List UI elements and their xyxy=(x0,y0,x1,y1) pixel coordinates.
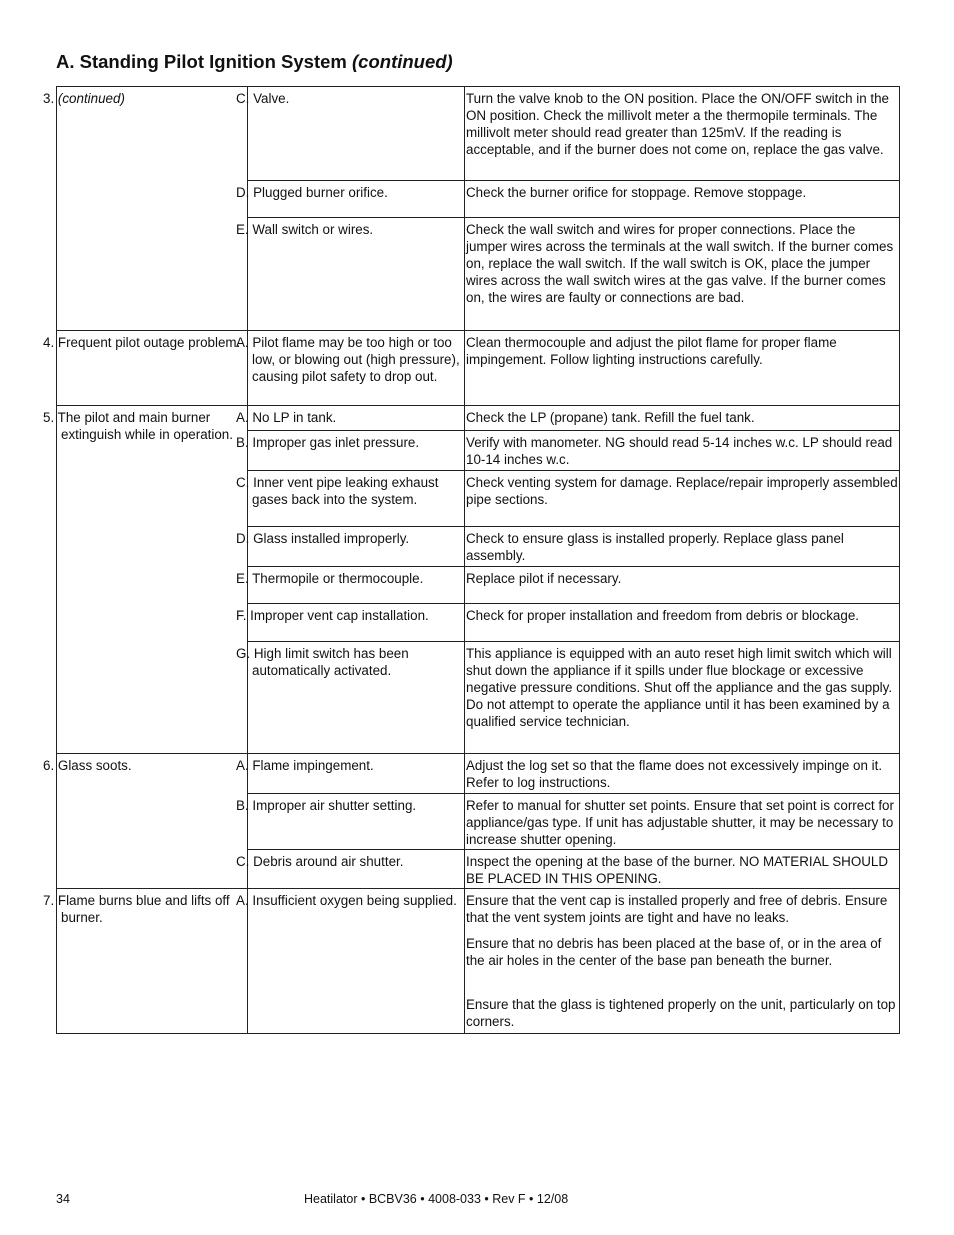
table-row xyxy=(57,87,900,181)
solution-cell: This appliance is equipped with an auto reset high limit switch which will shut down the appliance if it spills under flue blockage or excessive negative pressure conditions. Shut off the appliance and the gas supply. Do not attempt to operate the appliance until it has been examined by a qualified service technician. xyxy=(465,642,900,754)
solution-paragraph: Ensure that the glass is tightened properly on the unit, particularly on top corners. xyxy=(466,997,896,1029)
solution-cell: Check the wall switch and wires for proper connections. Place the jumper wires across the terminals at the wall switch. If the burner comes on, replace the wall switch. If the wall switch is OK, place the jumper wires across the wall switch wires at the gas valve. If the burner comes on, the wires are faulty or connections are bad. xyxy=(465,218,900,331)
problem-cell xyxy=(43,331,248,406)
cause-cell: E. Wall switch or wires. xyxy=(248,218,465,331)
table-row xyxy=(57,754,900,794)
cause-cell: A. Flame impingement. xyxy=(248,754,465,794)
problem-number: 6. xyxy=(43,758,55,773)
cause-cell: A. Pilot flame may be too high or too low, or blowing out (high pressure), causing pilot safety to drop out. xyxy=(248,331,465,406)
solution-cell: Check to ensure glass is installed properly. Replace glass panel assembly. xyxy=(465,527,900,567)
troubleshooting-table xyxy=(43,86,900,1034)
solution-cell: Check the burner orifice for stoppage. Remove stoppage. xyxy=(465,181,900,218)
cause-cell: C. Debris around air shutter. xyxy=(248,850,465,889)
cause-cell: B. Improper gas inlet pressure. xyxy=(248,431,465,471)
solution-cell: Check the LP (propane) tank. Refill the fuel tank. xyxy=(465,406,900,431)
solution-cell: Inspect the opening at the base of the burner. NO MATERIAL SHOULD BE PLACED IN THIS OPENING. xyxy=(465,850,900,889)
table-row xyxy=(57,331,900,406)
problem-cell xyxy=(43,87,248,331)
table-row xyxy=(57,889,900,1034)
solution-cell: Adjust the log set so that the flame does not excessively impinge on it. Refer to log instructions. xyxy=(465,754,900,794)
cause-cell: A. No LP in tank. xyxy=(248,406,465,431)
solution-cell: Check venting system for damage. Replace/repair improperly assembled pipe sections. xyxy=(465,471,900,527)
problem-cell xyxy=(43,889,248,1034)
footer-doc-info: Heatilator • BCBV36 • 4008-033 • Rev F • 12/08 xyxy=(304,1192,569,1206)
problem-number: 4. xyxy=(43,335,55,350)
page-number: 34 xyxy=(56,1192,70,1206)
solution-cell: Refer to manual for shutter set points. Ensure that set point is correct for appliance/gas type. If unit has adjustable shutter, it may be necessary to increase shutter opening. xyxy=(465,794,900,850)
cause-cell: C. Inner vent pipe leaking exhaust gases back into the system. xyxy=(248,471,465,527)
solution-cell: Check for proper installation and freedom from debris or blockage. xyxy=(465,604,900,642)
solution-cell: Replace pilot if necessary. xyxy=(465,567,900,604)
section-title xyxy=(56,51,453,73)
problem-text: The pilot and main burner extinguish while in operation. xyxy=(57,410,233,442)
solution-paragraph: Ensure that the vent cap is installed properly and free of debris. Ensure that the vent system joints are tight and have no leaks. xyxy=(466,893,888,925)
table-row xyxy=(57,406,900,431)
section-title-suffix: (continued) xyxy=(352,51,453,72)
cause-cell: D. Glass installed improperly. xyxy=(248,527,465,567)
cause-cell: E. Thermopile or thermocouple. xyxy=(248,567,465,604)
problem-cell xyxy=(43,406,248,754)
problem-text: Frequent pilot outage problem. xyxy=(57,335,241,350)
solution-cell: Verify with manometer. NG should read 5-14 inches w.c. LP should read 10-14 inches w.c. xyxy=(465,431,900,471)
cause-cell: G. High limit switch has been automatically activated. xyxy=(248,642,465,754)
cause-cell: B. Improper air shutter setting. xyxy=(248,794,465,850)
problem-cell xyxy=(43,754,248,889)
problem-text: Glass soots. xyxy=(57,758,132,773)
problem-number: 5. xyxy=(43,410,55,425)
solution-cell: Clean thermocouple and adjust the pilot flame for proper flame impingement. Follow lighting instructions carefully. xyxy=(465,331,900,406)
problem-number: 7. xyxy=(43,893,55,908)
problem-text: Flame burns blue and lifts off burner. xyxy=(57,893,230,925)
problem-text: (continued) xyxy=(57,91,125,106)
cause-cell: D. Plugged burner orifice. xyxy=(248,181,465,218)
solution-paragraph: Ensure that no debris has been placed at the base of, or in the area of the air holes in the center of the base pan beneath the burner. xyxy=(466,936,882,968)
solution-cell: Turn the valve knob to the ON position. Place the ON/OFF switch in the ON position. Check the millivolt meter a the thermopile terminals. The millivolt meter should read greater than 125mV. If the reading is acceptable, and if the burner does not come on, replace the gas valve. xyxy=(465,87,900,181)
problem-number: 3. xyxy=(43,91,55,106)
cause-cell: F. Improper vent cap installation. xyxy=(248,604,465,642)
section-title-main: A. Standing Pilot Ignition System xyxy=(56,51,347,72)
solution-cell xyxy=(465,889,900,1034)
cause-cell: A. Insufficient oxygen being supplied. xyxy=(248,889,465,1034)
cause-cell: C. Valve. xyxy=(248,87,465,181)
